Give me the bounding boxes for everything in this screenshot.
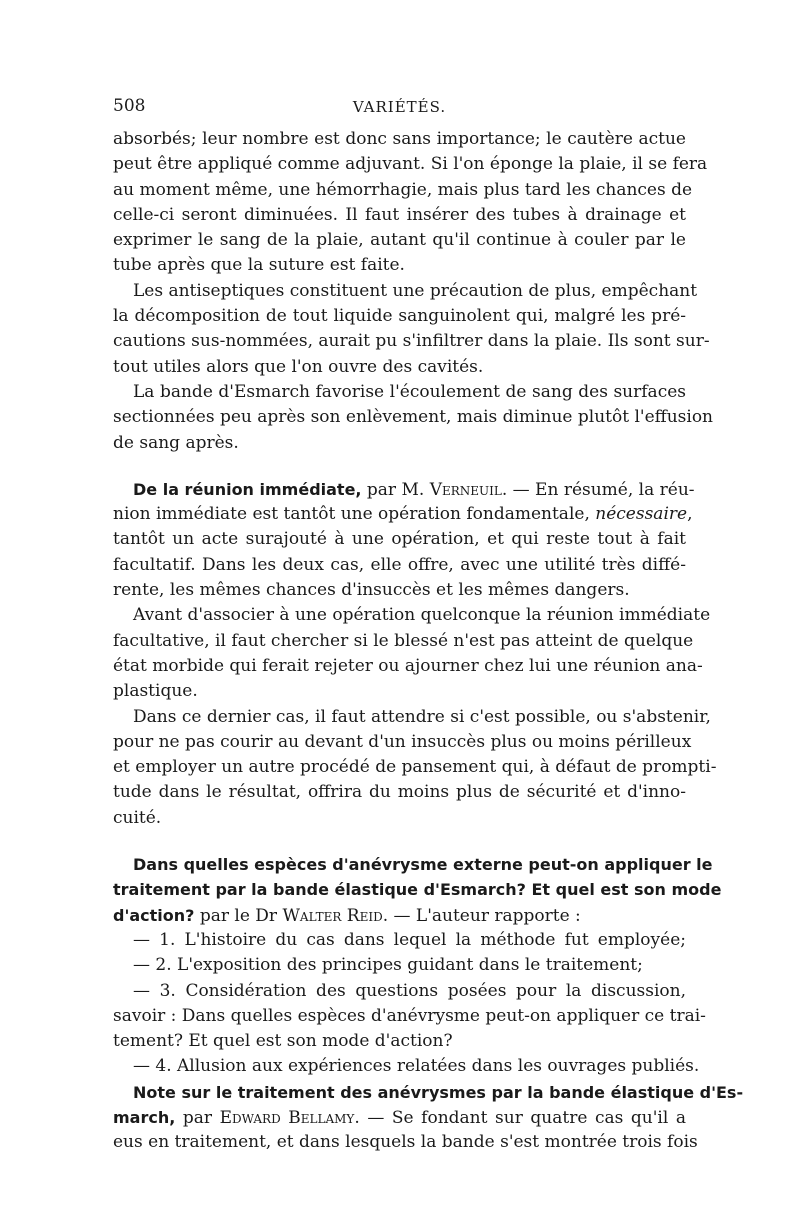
text-line: cautions sus-nommées, aurait pu s'infiltrer dans la plaie. Ils sont sur- <box>113 331 710 352</box>
list-item: — 4. Allusion aux expériences relatées dans les ouvrages publiés. <box>133 1056 700 1077</box>
text-line: tement? Et quel est son mode d'action? <box>113 1031 453 1052</box>
text-line: pour ne pas courir au devant d'un insuccès plus ou moins périlleux <box>113 731 692 752</box>
text-line: nion immédiate est tantôt une opération fondamentale, nécessaire, <box>113 504 693 525</box>
author-name: Verneuil <box>429 479 502 500</box>
italic-term: nécessaire <box>595 504 688 525</box>
text-line: Avant d'associer à une opération quelconque la réunion immédiate <box>133 605 711 626</box>
list-item: — 3. Considération des questions posées pour la discussion, <box>133 980 686 1001</box>
author-name: Edward Bellamy <box>219 1107 355 1128</box>
text-line: eus en traitement, et dans lesquels la bande s'est montrée trois fois <box>113 1132 698 1153</box>
text-line: tantôt un acte surajouté à une opération, et qui reste tout à fait <box>113 529 686 550</box>
text-line: La bande d'Esmarch favorise l'écoulement de sang des surfaces <box>133 381 686 402</box>
text-line: exprimer le sang de la plaie, autant qu'il continue à couler par le <box>113 230 686 251</box>
text-line: Dans ce dernier cas, il faut attendre si c'est possible, ou s'abstenir, <box>133 706 711 727</box>
text-line: plastique. <box>113 681 198 702</box>
text-line: tout utiles alors que l'on ouvre des cavités. <box>113 356 484 377</box>
text-line: tube après que la suture est faite. <box>113 255 405 276</box>
section-heading-line: d'action? par le Dr Walter Reid. — L'auteur rapporte : <box>113 905 581 926</box>
text-line: de sang après. <box>113 432 239 453</box>
text-line: et employer un autre procédé de pansement qui, à défaut de prompti- <box>113 757 717 778</box>
list-item: — 2. L'exposition des principes guidant dans le traitement; <box>133 955 643 976</box>
running-title: VARIÉTÉS. <box>352 98 447 116</box>
list-item: — 1. L'histoire du cas dans lequel la méthode fut employée; <box>133 929 686 950</box>
text-line: au moment même, une hémorrhagie, mais plus tard les chances de <box>113 179 693 200</box>
text-line: cuité. <box>113 807 162 828</box>
text-line: état morbide qui ferait rejeter ou ajourner chez lui une réunion ana- <box>113 655 703 676</box>
text-line: sectionnées peu après son enlèvement, mais diminue plutôt l'effusion <box>113 407 714 428</box>
text-line: tude dans le résultat, offrira du moins plus de sécurité et d'inno- <box>113 782 686 803</box>
section-heading-line <box>113 852 713 877</box>
text-line: peut être appliqué comme adjuvant. Si l'on éponge la plaie, il se fera <box>113 154 708 175</box>
section-heading-line: traitement par la bande élastique d'Esmarch? Et quel est son mode <box>113 880 722 900</box>
author-name: Walter Reid <box>282 905 383 926</box>
section-title: Dans quelles espèces d'anévrysme externe peut-on appliquer le <box>133 855 713 875</box>
section-heading-line: De la réunion immédiate, par M. Verneuil. — En résumé, la réu- <box>133 479 695 500</box>
text-line: facultative, il faut chercher si le blessé n'est pas atteint de quelque <box>113 630 694 651</box>
section-title: Note sur le traitement des anévrysmes par la bande élastique d'Es- <box>133 1082 744 1102</box>
text-line: la décomposition de tout liquide sanguinolent qui, malgré les pré- <box>113 306 686 327</box>
text-line: absorbés; leur nombre est donc sans importance; le cautère actue <box>113 129 686 149</box>
text-line: savoir : Dans quelles espèces d'anévrysme peut-on appliquer ce trai- <box>113 1005 706 1026</box>
text-line: facultatif. Dans les deux cas, elle offre, avec une utilité très diffé- <box>113 554 686 575</box>
page-header <box>113 96 686 120</box>
text-line: celle-ci seront diminuées. Il faut insérer des tubes à drainage et <box>113 204 686 225</box>
body-text <box>113 127 744 1156</box>
section-heading-line: march, par Edward Bellamy. — Se fondant sur quatre cas qu'il a <box>113 1107 686 1128</box>
text-line: rente, les mêmes chances d'insuccès et les mêmes dangers. <box>113 580 630 601</box>
text-line: Les antiseptiques constituent une précaution de plus, empêchant <box>133 280 698 301</box>
section-heading-line <box>113 1080 744 1105</box>
page-number: 508 <box>113 96 146 116</box>
section-title: De la réunion immédiate, <box>133 479 362 499</box>
